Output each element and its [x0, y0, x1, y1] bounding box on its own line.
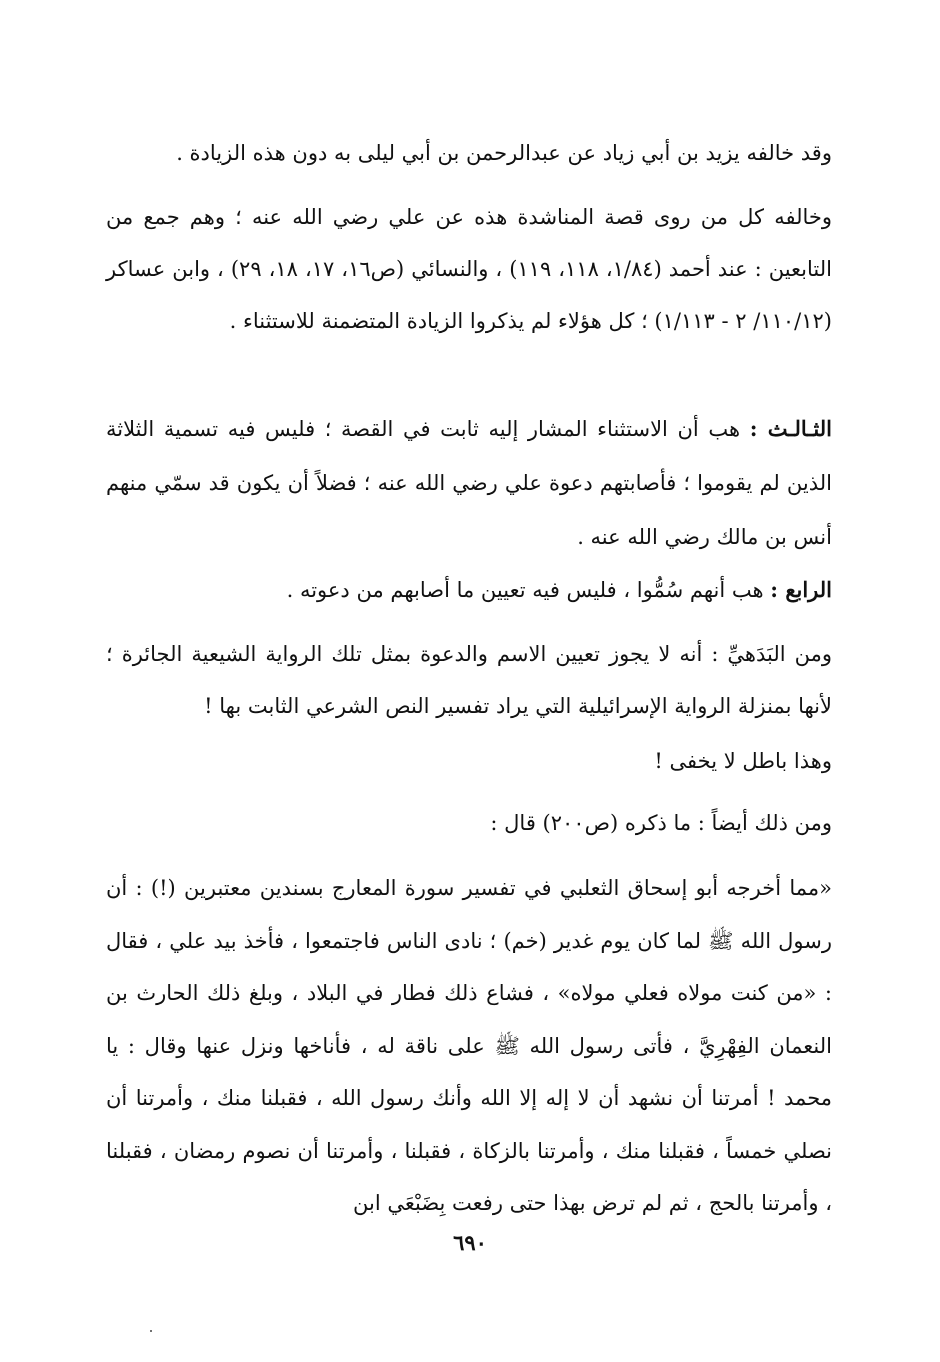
- paragraph-text: ومن ذلك أيضاً : ما ذكره (ص٢٠٠) قال :: [490, 811, 832, 835]
- paragraph-5: [106, 628, 832, 732]
- paragraph-label-fourth: الرابع :: [770, 577, 832, 602]
- paragraph-text: ومن البَدَهيِّ : أنه لا يجوز تعيين الاسم والدعوة بمثل تلك الرواية الشيعية الجائرة ؛ لأنها بمنزلة الرواية الإسرائيلية التي يراد تفسير النص الشرعي الثابت بها !: [106, 642, 832, 718]
- scan-speck: [150, 1330, 152, 1332]
- paragraph-text: وهذا باطل لا يخفى !: [654, 749, 832, 773]
- paragraph-2: [106, 191, 832, 347]
- page-number: ٦٩٠: [453, 1230, 487, 1255]
- paragraph-3: [106, 402, 832, 564]
- paragraph-text: هب أن الاستثناء المشار إليه ثابت في القصة ؛ فليس فيه تسمية الثلاثة الذين لم يقوموا ؛ فأصابتهم دعوة علي رضي الله عنه ؛ فضلاً أن يكون قد سمّي منهم أنس بن مالك رضي الله عنه .: [106, 417, 832, 549]
- paragraph-text: هب أنهم سُمُّوا ، فليس فيه تعيين ما أصابهم من دعوته .: [286, 578, 771, 602]
- paragraph-1: [106, 128, 832, 178]
- paragraph-7: [106, 798, 832, 848]
- paragraph-6: [106, 736, 832, 786]
- quotation-paragraph: [106, 862, 832, 1230]
- paragraph-label-third: الثـالـث :: [749, 416, 833, 441]
- paragraph-text: وقد خالفه يزيد بن أبي زياد عن عبدالرحمن بن أبي ليلى به دون هذه الزيادة .: [176, 141, 832, 165]
- paragraph-text: وخالفه كل من روى قصة المناشدة هذه عن علي رضي الله عنه ؛ وهم جمع من التابعين : عند أحمد (١/٨٤، ١١٨، ١١٩) ، والنسائي (ص١٦، ١٧، ١٨، ٢٩) ، وابن عساكر (١١٠/١٢/ ٢ - ١/١١٣) ؛ كل هؤلاء لم يذكروا الزيادة المتضمنة للاستثناء .: [106, 205, 832, 333]
- paragraph-text: «مما أخرجه أبو إسحاق الثعلبي في تفسير سورة المعارج بسندين معتبرين (!) : أن رسول الله ﷺ لما كان يوم غدير (خم) ؛ نادى الناس فاجتمعوا ، فأخذ بيد علي ، فقال : «من كنت مولاه فعلي مولاه» ، فشاع ذلك فطار في البلاد ، وبلغ ذلك الحارث بن النعمان الفِهْرِيَّ ، فأتى رسول الله ﷺ على ناقة له ، فأناخها ونزل عنها وقال : يا محمد ! أمرتنا أن نشهد أن لا إله إلا الله وأنك رسول الله ، فقبلنا منك ، وأمرتنا أن نصلي خمساً ، فقبلنا منك ، وأمرتنا بالزكاة ، فقبلنا ، وأمرتنا أن نصوم رمضان ، فقبلنا ، وأمرتنا بالحج ، ثم لم ترض بهذا حتى رفعت بِضَبْعَي ابن: [106, 876, 832, 1215]
- paragraph-4: [106, 565, 832, 615]
